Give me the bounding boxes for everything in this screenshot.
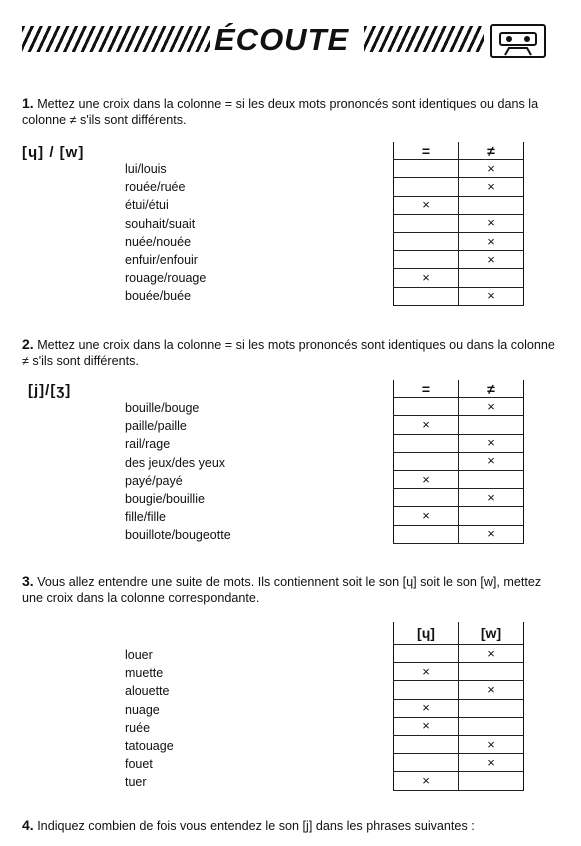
word-pair: rail/rage [125, 437, 171, 452]
answer-cell[interactable] [459, 663, 524, 681]
word-item: tuer [125, 775, 147, 790]
column-header-same: = [394, 380, 459, 398]
word-pair: bouille/bouge [125, 401, 200, 415]
word-pair: nuée/nouée [125, 234, 192, 249]
word-pair: bougie/bouillie [125, 491, 205, 506]
word-item: muette [125, 666, 164, 681]
answer-cell[interactable]: × [394, 717, 459, 735]
answer-cell[interactable]: × [394, 269, 459, 287]
answer-cell[interactable] [459, 507, 524, 525]
exercise-1-word-list [125, 160, 375, 306]
exercise-2-answer-grid [393, 380, 524, 544]
answer-cell[interactable]: × [459, 214, 524, 232]
answer-cell[interactable] [394, 452, 459, 470]
answer-cell[interactable] [459, 772, 524, 790]
word-pair: rouée/ruée [125, 180, 186, 195]
word-pair: souhait/suait [125, 216, 196, 231]
exercise-3-text: Vous allez entendre une suite de mots. Ils contiennent soit le son [ɥ] soit le son [w], mettez une croix dans la colonne correspondante. [22, 575, 542, 605]
exercise-1-instruction [22, 95, 557, 128]
answer-cell[interactable]: × [459, 251, 524, 269]
answer-cell[interactable]: × [459, 645, 524, 663]
exercise-2-text: Mettez une croix dans la colonne = si les mots prononcés sont identiques ou dans la colonne ≠ s'ils sont différents. [22, 338, 555, 368]
section-banner [22, 14, 552, 62]
exercise-4-instruction [22, 817, 557, 834]
banner-hatching-left [22, 26, 210, 52]
word-pair: payé/payé [125, 473, 183, 488]
word-pair: paille/paille [125, 419, 187, 434]
word-item: tatouage [125, 738, 174, 753]
answer-cell[interactable] [394, 287, 459, 305]
answer-cell[interactable]: × [459, 434, 524, 452]
answer-cell[interactable] [459, 470, 524, 488]
answer-cell[interactable] [394, 525, 459, 543]
column-header-sound-w: [w] [459, 622, 524, 645]
word-pair: bouée/buée [125, 289, 192, 304]
column-header-different: ≠ [459, 142, 524, 160]
answer-cell[interactable]: × [394, 470, 459, 488]
answer-cell[interactable] [394, 398, 459, 416]
word-item: alouette [125, 684, 170, 699]
word-pair: des jeux/des yeux [125, 455, 226, 470]
word-item: louer [125, 648, 153, 662]
answer-cell[interactable] [394, 489, 459, 507]
exercise-4-number: 4. [22, 817, 34, 833]
answer-cell[interactable] [394, 214, 459, 232]
banner-hatching-right [364, 26, 484, 52]
answer-cell[interactable] [394, 160, 459, 178]
answer-cell[interactable]: × [459, 735, 524, 753]
section-title: ÉCOUTE [214, 22, 350, 57]
exercise-2-instruction [22, 336, 557, 369]
answer-cell[interactable] [459, 699, 524, 717]
exercise-1-answer-grid [393, 142, 524, 306]
answer-cell[interactable] [459, 196, 524, 214]
answer-cell[interactable]: × [394, 196, 459, 214]
exercise-2-number: 2. [22, 336, 34, 352]
word-pair: fille/fille [125, 510, 166, 525]
answer-cell[interactable]: × [394, 507, 459, 525]
exercise-3-answer-grid [393, 622, 524, 791]
answer-cell[interactable] [459, 717, 524, 735]
answer-cell[interactable]: × [459, 489, 524, 507]
answer-cell[interactable]: × [394, 663, 459, 681]
cassette-icon [490, 24, 546, 58]
answer-cell[interactable]: × [459, 754, 524, 772]
answer-cell[interactable]: × [394, 772, 459, 790]
answer-cell[interactable] [459, 416, 524, 434]
exercise-3-word-list [125, 646, 375, 792]
exercise-1-sound: [ɥ] / [w] [22, 144, 85, 161]
answer-cell[interactable]: × [459, 452, 524, 470]
exercise-3-instruction [22, 573, 557, 606]
answer-cell[interactable]: × [459, 398, 524, 416]
answer-cell[interactable] [394, 434, 459, 452]
answer-cell[interactable]: × [394, 699, 459, 717]
answer-cell[interactable] [394, 251, 459, 269]
word-pair: enfuir/enfouir [125, 252, 198, 267]
exercise-1-text: Mettez une croix dans la colonne = si les deux mots prononcés sont identiques ou dans la colonne ≠ s'ils sont différents. [22, 97, 539, 127]
word-item: nuage [125, 702, 160, 717]
column-header-different: ≠ [459, 380, 524, 398]
word-pair: étui/étui [125, 198, 169, 213]
word-pair: rouage/rouage [125, 271, 207, 286]
answer-cell[interactable]: × [459, 525, 524, 543]
answer-cell[interactable] [394, 754, 459, 772]
answer-cell[interactable] [394, 735, 459, 753]
word-pair: lui/louis [125, 162, 167, 176]
exercise-3-number: 3. [22, 573, 34, 589]
answer-cell[interactable]: × [394, 416, 459, 434]
answer-cell[interactable]: × [459, 287, 524, 305]
exercise-2-sound: [j]/[ʒ] [28, 382, 72, 399]
answer-cell[interactable] [459, 269, 524, 287]
answer-cell[interactable]: × [459, 232, 524, 250]
answer-cell[interactable] [394, 232, 459, 250]
word-item: fouet [125, 757, 153, 772]
exercise-2-word-list [125, 399, 375, 545]
exercise-4-text: Indiquez combien de fois vous entendez le son [j] dans les phrases suivantes : [37, 819, 475, 833]
column-header-sound-u: [ɥ] [394, 622, 459, 645]
word-item: ruée [125, 720, 151, 735]
answer-cell[interactable]: × [459, 178, 524, 196]
column-header-same: = [394, 142, 459, 160]
answer-cell[interactable] [394, 645, 459, 663]
word-pair: bouillote/bougeotte [125, 528, 231, 543]
answer-cell[interactable] [394, 681, 459, 699]
answer-cell[interactable]: × [459, 160, 524, 178]
answer-cell[interactable]: × [459, 681, 524, 699]
exercise-1-number: 1. [22, 95, 34, 111]
answer-cell[interactable] [394, 178, 459, 196]
